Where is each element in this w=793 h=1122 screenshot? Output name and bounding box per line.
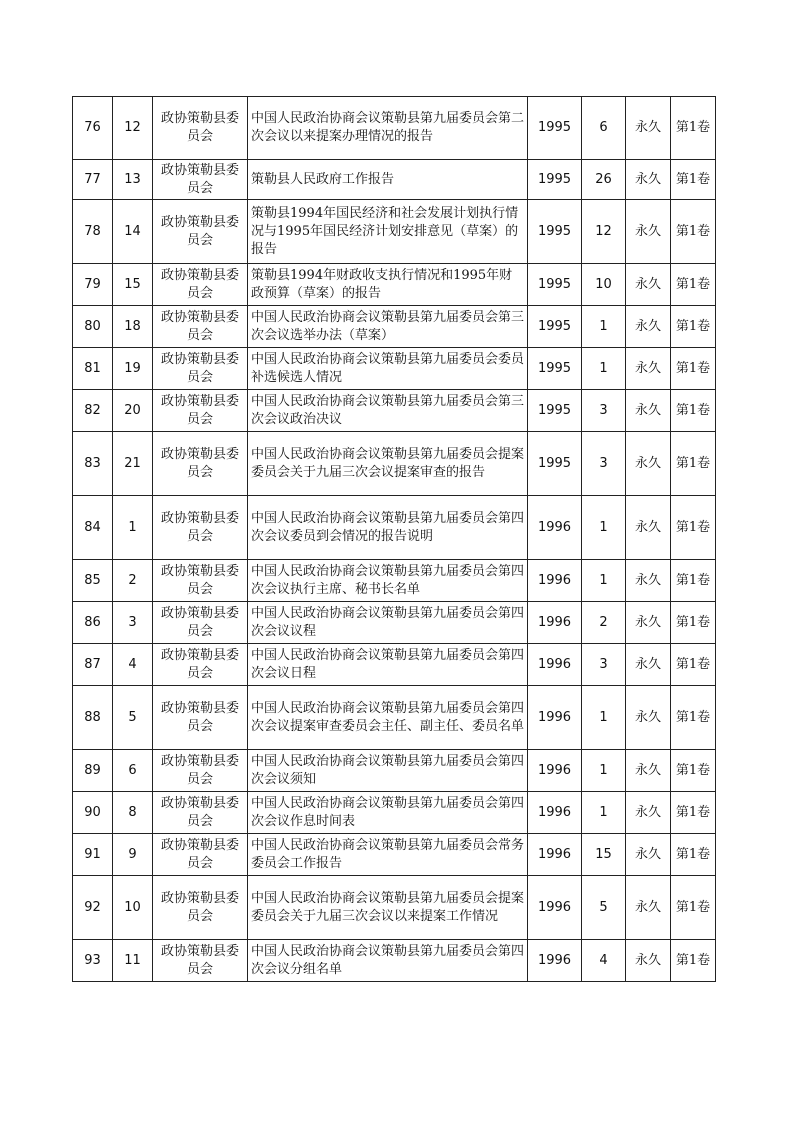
row-number: 84 bbox=[73, 496, 113, 560]
page-count: 1 bbox=[582, 496, 626, 560]
year: 1995 bbox=[528, 348, 582, 390]
document-title: 中国人民政治协商会议策勒县第九届委员会第四次会议分组名单 bbox=[248, 940, 528, 982]
item-number: 6 bbox=[113, 750, 153, 792]
item-number: 11 bbox=[113, 940, 153, 982]
document-title: 中国人民政治协商会议策勒县第九届委员会第四次会议执行主席、秘书长名单 bbox=[248, 560, 528, 602]
document-title: 中国人民政治协商会议策勒县第九届委员会第三次会议政治决议 bbox=[248, 390, 528, 432]
issuing-unit: 政协策勒县委员会 bbox=[153, 306, 248, 348]
retention-period: 永久 bbox=[626, 750, 671, 792]
row-number: 86 bbox=[73, 602, 113, 644]
issuing-unit: 政协策勒县委员会 bbox=[153, 496, 248, 560]
table-row bbox=[73, 200, 716, 264]
retention-period: 永久 bbox=[626, 306, 671, 348]
table-row bbox=[73, 560, 716, 602]
document-title: 中国人民政治协商会议策勒县第九届委员会委员补选候选人情况 bbox=[248, 348, 528, 390]
year: 1996 bbox=[528, 834, 582, 876]
volume-number: 第1卷 bbox=[671, 348, 716, 390]
item-number: 18 bbox=[113, 306, 153, 348]
page-count: 10 bbox=[582, 264, 626, 306]
volume-number: 第1卷 bbox=[671, 560, 716, 602]
row-number: 93 bbox=[73, 940, 113, 982]
volume-number: 第1卷 bbox=[671, 876, 716, 940]
volume-number: 第1卷 bbox=[671, 644, 716, 686]
year: 1996 bbox=[528, 496, 582, 560]
document-title: 中国人民政治协商会议策勒县第九届委员会第四次会议作息时间表 bbox=[248, 792, 528, 834]
page-count: 12 bbox=[582, 200, 626, 264]
retention-period: 永久 bbox=[626, 97, 671, 160]
table-row bbox=[73, 432, 716, 496]
item-number: 10 bbox=[113, 876, 153, 940]
item-number: 20 bbox=[113, 390, 153, 432]
page-count: 1 bbox=[582, 686, 626, 750]
year: 1996 bbox=[528, 560, 582, 602]
volume-number: 第1卷 bbox=[671, 792, 716, 834]
document-title: 策勒县1994年财政收支执行情况和1995年财政预算（草案）的报告 bbox=[248, 264, 528, 306]
year: 1995 bbox=[528, 97, 582, 160]
retention-period: 永久 bbox=[626, 264, 671, 306]
year: 1996 bbox=[528, 876, 582, 940]
document-title: 中国人民政治协商会议策勒县第九届委员会提案委员会关于九届三次会议提案审查的报告 bbox=[248, 432, 528, 496]
row-number: 78 bbox=[73, 200, 113, 264]
row-number: 77 bbox=[73, 160, 113, 200]
issuing-unit: 政协策勒县委员会 bbox=[153, 876, 248, 940]
table-body bbox=[73, 97, 716, 982]
retention-period: 永久 bbox=[626, 876, 671, 940]
table-row bbox=[73, 834, 716, 876]
retention-period: 永久 bbox=[626, 644, 671, 686]
table-row bbox=[73, 686, 716, 750]
row-number: 80 bbox=[73, 306, 113, 348]
row-number: 92 bbox=[73, 876, 113, 940]
page-count: 1 bbox=[582, 750, 626, 792]
table-row bbox=[73, 97, 716, 160]
item-number: 3 bbox=[113, 602, 153, 644]
table-row bbox=[73, 306, 716, 348]
row-number: 81 bbox=[73, 348, 113, 390]
table-row bbox=[73, 940, 716, 982]
volume-number: 第1卷 bbox=[671, 834, 716, 876]
issuing-unit: 政协策勒县委员会 bbox=[153, 750, 248, 792]
row-number: 83 bbox=[73, 432, 113, 496]
year: 1996 bbox=[528, 602, 582, 644]
year: 1996 bbox=[528, 940, 582, 982]
item-number: 9 bbox=[113, 834, 153, 876]
volume-number: 第1卷 bbox=[671, 390, 716, 432]
issuing-unit: 政协策勒县委员会 bbox=[153, 602, 248, 644]
row-number: 91 bbox=[73, 834, 113, 876]
volume-number: 第1卷 bbox=[671, 602, 716, 644]
volume-number: 第1卷 bbox=[671, 264, 716, 306]
item-number: 13 bbox=[113, 160, 153, 200]
table-row bbox=[73, 602, 716, 644]
document-title: 中国人民政治协商会议策勒县第九届委员会提案委员会关于九届三次会议以来提案工作情况 bbox=[248, 876, 528, 940]
year: 1996 bbox=[528, 792, 582, 834]
row-number: 76 bbox=[73, 97, 113, 160]
table-row bbox=[73, 644, 716, 686]
retention-period: 永久 bbox=[626, 560, 671, 602]
row-number: 90 bbox=[73, 792, 113, 834]
year: 1995 bbox=[528, 432, 582, 496]
row-number: 79 bbox=[73, 264, 113, 306]
issuing-unit: 政协策勒县委员会 bbox=[153, 792, 248, 834]
document-title: 中国人民政治协商会议策勒县第九届委员会第四次会议须知 bbox=[248, 750, 528, 792]
issuing-unit: 政协策勒县委员会 bbox=[153, 97, 248, 160]
page-count: 4 bbox=[582, 940, 626, 982]
year: 1995 bbox=[528, 264, 582, 306]
document-title: 中国人民政治协商会议策勒县第九届委员会第四次会议议程 bbox=[248, 602, 528, 644]
page-count: 5 bbox=[582, 876, 626, 940]
retention-period: 永久 bbox=[626, 792, 671, 834]
year: 1996 bbox=[528, 750, 582, 792]
document-title: 中国人民政治协商会议策勒县第九届委员会第四次会议提案审查委员会主任、副主任、委员名单 bbox=[248, 686, 528, 750]
table-row bbox=[73, 264, 716, 306]
page-count: 26 bbox=[582, 160, 626, 200]
issuing-unit: 政协策勒县委员会 bbox=[153, 160, 248, 200]
page-count: 15 bbox=[582, 834, 626, 876]
volume-number: 第1卷 bbox=[671, 432, 716, 496]
volume-number: 第1卷 bbox=[671, 750, 716, 792]
item-number: 14 bbox=[113, 200, 153, 264]
item-number: 15 bbox=[113, 264, 153, 306]
row-number: 88 bbox=[73, 686, 113, 750]
item-number: 8 bbox=[113, 792, 153, 834]
table-row bbox=[73, 390, 716, 432]
volume-number: 第1卷 bbox=[671, 200, 716, 264]
year: 1995 bbox=[528, 200, 582, 264]
document-title: 策勒县1994年国民经济和社会发展计划执行情况与1995年国民经济计划安排意见（草案）的报告 bbox=[248, 200, 528, 264]
table-row bbox=[73, 876, 716, 940]
document-title: 中国人民政治协商会议策勒县第九届委员会第四次会议委员到会情况的报告说明 bbox=[248, 496, 528, 560]
row-number: 89 bbox=[73, 750, 113, 792]
row-number: 85 bbox=[73, 560, 113, 602]
year: 1995 bbox=[528, 306, 582, 348]
page-count: 1 bbox=[582, 348, 626, 390]
issuing-unit: 政协策勒县委员会 bbox=[153, 264, 248, 306]
item-number: 5 bbox=[113, 686, 153, 750]
volume-number: 第1卷 bbox=[671, 306, 716, 348]
table-row bbox=[73, 160, 716, 200]
volume-number: 第1卷 bbox=[671, 496, 716, 560]
row-number: 87 bbox=[73, 644, 113, 686]
page-count: 1 bbox=[582, 560, 626, 602]
issuing-unit: 政协策勒县委员会 bbox=[153, 348, 248, 390]
table-row bbox=[73, 496, 716, 560]
issuing-unit: 政协策勒县委员会 bbox=[153, 432, 248, 496]
retention-period: 永久 bbox=[626, 432, 671, 496]
page-count: 3 bbox=[582, 390, 626, 432]
year: 1996 bbox=[528, 644, 582, 686]
archive-catalog-table bbox=[72, 96, 716, 982]
retention-period: 永久 bbox=[626, 940, 671, 982]
table-row bbox=[73, 792, 716, 834]
issuing-unit: 政协策勒县委员会 bbox=[153, 390, 248, 432]
page-count: 1 bbox=[582, 792, 626, 834]
issuing-unit: 政协策勒县委员会 bbox=[153, 200, 248, 264]
document-title: 中国人民政治协商会议策勒县第九届委员会常务委员会工作报告 bbox=[248, 834, 528, 876]
year: 1995 bbox=[528, 390, 582, 432]
item-number: 1 bbox=[113, 496, 153, 560]
retention-period: 永久 bbox=[626, 834, 671, 876]
issuing-unit: 政协策勒县委员会 bbox=[153, 834, 248, 876]
issuing-unit: 政协策勒县委员会 bbox=[153, 940, 248, 982]
retention-period: 永久 bbox=[626, 200, 671, 264]
document-title: 中国人民政治协商会议策勒县第九届委员会第三次会议选举办法（草案） bbox=[248, 306, 528, 348]
retention-period: 永久 bbox=[626, 160, 671, 200]
item-number: 19 bbox=[113, 348, 153, 390]
year: 1995 bbox=[528, 160, 582, 200]
volume-number: 第1卷 bbox=[671, 940, 716, 982]
item-number: 21 bbox=[113, 432, 153, 496]
page-count: 3 bbox=[582, 644, 626, 686]
retention-period: 永久 bbox=[626, 602, 671, 644]
document-title: 中国人民政治协商会议策勒县第九届委员会第二次会议以来提案办理情况的报告 bbox=[248, 97, 528, 160]
page-count: 2 bbox=[582, 602, 626, 644]
item-number: 4 bbox=[113, 644, 153, 686]
volume-number: 第1卷 bbox=[671, 686, 716, 750]
table-row bbox=[73, 750, 716, 792]
page-count: 1 bbox=[582, 306, 626, 348]
year: 1996 bbox=[528, 686, 582, 750]
volume-number: 第1卷 bbox=[671, 160, 716, 200]
page-count: 3 bbox=[582, 432, 626, 496]
item-number: 2 bbox=[113, 560, 153, 602]
document-title: 策勒县人民政府工作报告 bbox=[248, 160, 528, 200]
issuing-unit: 政协策勒县委员会 bbox=[153, 686, 248, 750]
retention-period: 永久 bbox=[626, 348, 671, 390]
issuing-unit: 政协策勒县委员会 bbox=[153, 560, 248, 602]
retention-period: 永久 bbox=[626, 496, 671, 560]
item-number: 12 bbox=[113, 97, 153, 160]
row-number: 82 bbox=[73, 390, 113, 432]
volume-number: 第1卷 bbox=[671, 97, 716, 160]
table-row bbox=[73, 348, 716, 390]
document-title: 中国人民政治协商会议策勒县第九届委员会第四次会议日程 bbox=[248, 644, 528, 686]
page-count: 6 bbox=[582, 97, 626, 160]
issuing-unit: 政协策勒县委员会 bbox=[153, 644, 248, 686]
retention-period: 永久 bbox=[626, 390, 671, 432]
retention-period: 永久 bbox=[626, 686, 671, 750]
